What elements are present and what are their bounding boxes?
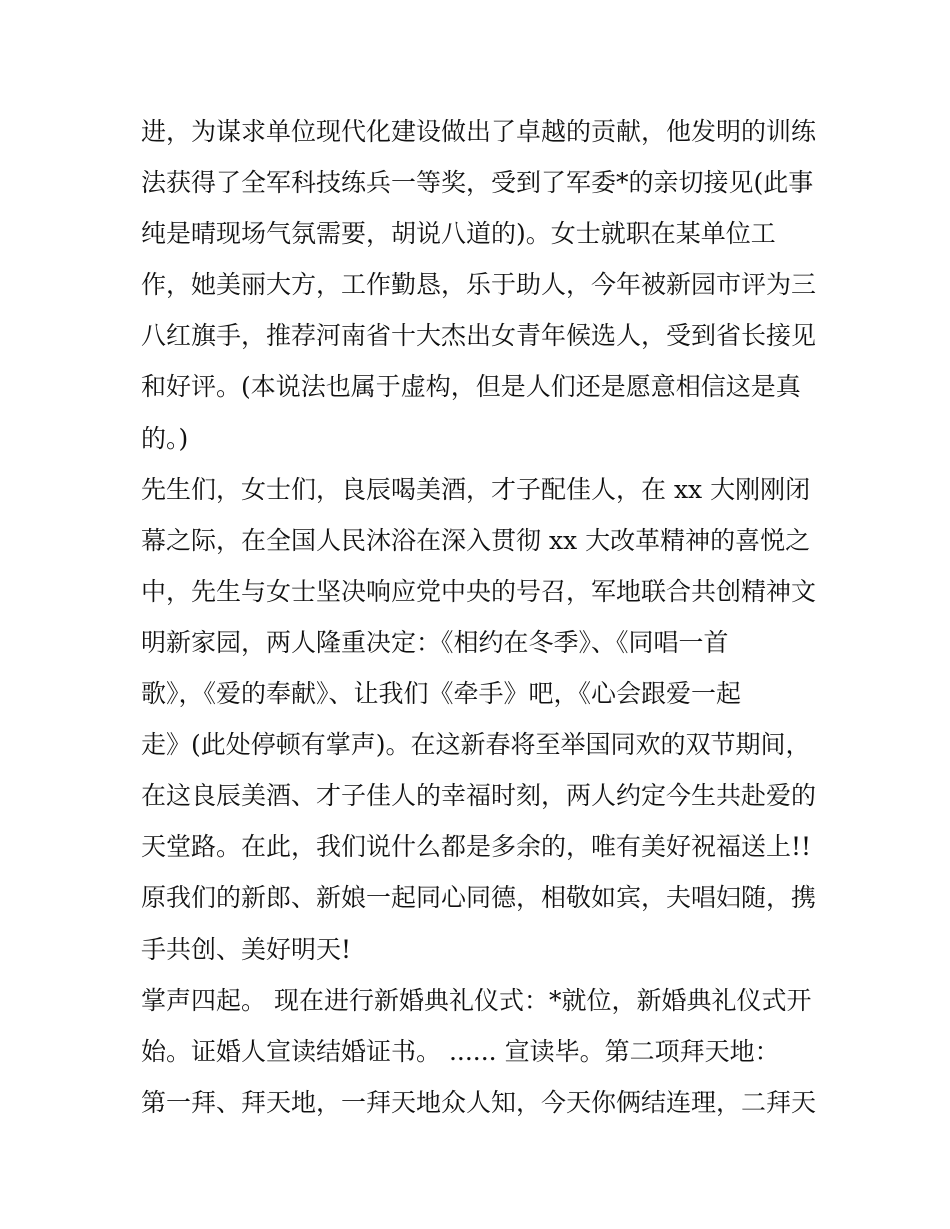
- text-line: 中，先生与女士坚决响应党中央的号召，军地联合共创精神文: [141, 576, 817, 606]
- text-line: 法获得了全军科技练兵一等奖，受到了军委*的亲切接见(此事: [141, 168, 814, 198]
- text-line: 天堂路。在此，我们说什么都是多余的，唯有美好祝福送上!!: [141, 832, 812, 862]
- text-line: 先生们，女士们，良辰喝美酒，才子配佳人，在 xx 大刚刚闭: [141, 474, 811, 504]
- text-line: 作，她美丽大方，工作勤恳，乐于助人，今年被新园市评为三: [141, 270, 817, 300]
- text-line: 纯是晴现场气氛需要，胡说八道的)。女士就职在某单位工: [141, 219, 776, 249]
- text-line: 原我们的新郎、新娘一起同心同德，相敬如宾，夫唱妇随，携: [141, 883, 817, 913]
- text-line: 歌》，《爱的奉献》、让我们《牵手》吧，《心会跟爱一起: [141, 679, 742, 709]
- body-text: [141, 106, 831, 1128]
- text-line: 明新家园，两人隆重决定：《相约在冬季》、《同唱一首: [141, 627, 729, 657]
- text-line: 第一拜、拜天地，一拜天地众人知，今天你俩结连理，二拜天: [141, 1087, 817, 1117]
- text-line: 进，为谋求单位现代化建设做出了卓越的贡献，他发明的训练: [141, 117, 817, 146]
- text-line: 走》(此处停顿有掌声)。在这新春将至举国同欢的双节期间，: [141, 730, 811, 760]
- text-line: 八红旗手，推荐河南省十大杰出女青年候选人，受到省长接见: [141, 321, 817, 351]
- text-line: 在这良辰美酒、才子佳人的幸福时刻，两人约定今生共赴爱的: [141, 781, 817, 811]
- text-line: 手共创、美好明天!: [141, 934, 352, 964]
- text-line: 和好评。(本说法也属于虚构，但是人们还是愿意相信这是真: [141, 372, 801, 402]
- text-line: 掌声四起。 现在进行新婚典礼仪式：*就位，新婚典礼仪式开: [141, 985, 812, 1015]
- text-line: 幕之际，在全国人民沐浴在深入贯彻 xx 大改革精神的喜悦之: [141, 525, 811, 555]
- text-line: 的。): [141, 423, 189, 453]
- text-line: 始。证婚人宣读结婚证书。 ...... 宣读毕。第二项拜天地：: [141, 1036, 780, 1066]
